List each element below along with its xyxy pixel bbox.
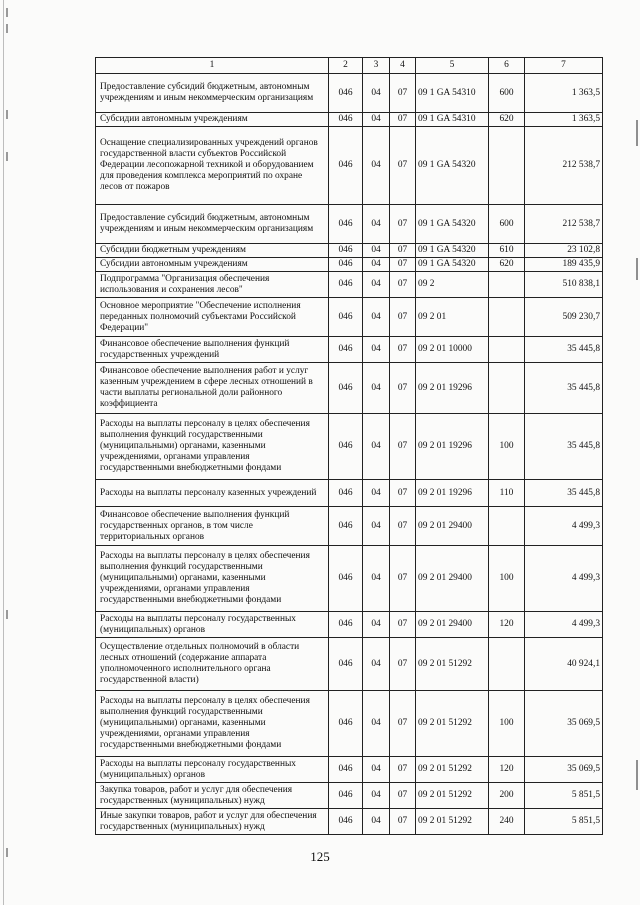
row-target-code: 09 2 01 10000 (416, 337, 489, 363)
row-subsection-code: 07 (390, 638, 416, 691)
row-target-code: 09 2 01 19296 (416, 363, 489, 414)
header-cell: 4 (390, 58, 416, 74)
row-ministry-code: 046 (329, 337, 363, 363)
row-name: Субсидии бюджетным учреждениям (96, 244, 329, 258)
row-section-code: 04 (363, 205, 390, 244)
row-ministry-code: 046 (329, 546, 363, 612)
row-section-code: 04 (363, 691, 390, 757)
row-ministry-code: 046 (329, 205, 363, 244)
row-name: Финансовое обеспечение выполнения функций государственных учреждений (96, 337, 329, 363)
row-expense-type-code: 620 (489, 113, 525, 127)
row-expense-type-code (489, 363, 525, 414)
row-name: Субсидии автономным учреждениям (96, 258, 329, 272)
row-name: Расходы на выплаты персоналу в целях обеспечения выполнения функций государственными (муниципальными) органами, казенными учреждениями, органами управления государственными внебюджетными фондами (96, 414, 329, 480)
row-target-code: 09 2 01 51292 (416, 638, 489, 691)
row-name: Финансовое обеспечение выполнения работ и услуг казенным учреждением в сфере лесных отношений в части выплаты региональной доли районного коэффициента (96, 363, 329, 414)
row-name: Расходы на выплаты персоналу государственных (муниципальных) органов (96, 612, 329, 638)
row-expense-type-code (489, 127, 525, 205)
row-subsection-code: 07 (390, 546, 416, 612)
row-expense-type-code (489, 507, 525, 546)
row-ministry-code: 046 (329, 363, 363, 414)
header-cell: 1 (96, 58, 329, 74)
row-target-code: 09 1 GA 54320 (416, 244, 489, 258)
row-target-code: 09 2 01 51292 (416, 757, 489, 783)
row-amount: 189 435,9 (525, 258, 603, 272)
row-ministry-code: 046 (329, 74, 363, 113)
table-row (96, 612, 603, 638)
row-target-code: 09 2 (416, 272, 489, 298)
header-cell: 3 (363, 58, 390, 74)
scan-mark (6, 610, 8, 619)
row-subsection-code: 07 (390, 298, 416, 337)
row-target-code: 09 2 01 (416, 298, 489, 337)
row-subsection-code: 07 (390, 244, 416, 258)
row-amount: 35 445,8 (525, 363, 603, 414)
row-name: Предоставление субсидий бюджетным, автономным учреждениям и иным некоммерческим организациям (96, 205, 329, 244)
header-cell: 6 (489, 58, 525, 74)
row-expense-type-code: 620 (489, 258, 525, 272)
row-section-code: 04 (363, 113, 390, 127)
table-row (96, 337, 603, 363)
row-expense-type-code (489, 638, 525, 691)
row-name: Субсидии автономным учреждениям (96, 113, 329, 127)
row-expense-type-code: 100 (489, 691, 525, 757)
row-subsection-code: 07 (390, 363, 416, 414)
row-target-code: 09 2 01 51292 (416, 809, 489, 835)
table-row (96, 507, 603, 546)
row-expense-type-code: 600 (489, 74, 525, 113)
row-ministry-code: 046 (329, 638, 363, 691)
row-section-code: 04 (363, 612, 390, 638)
row-name: Основное мероприятие "Обеспечение исполнения переданных полномочий субъектами Российской Федерации" (96, 298, 329, 337)
row-expense-type-code: 110 (489, 480, 525, 507)
row-target-code: 09 2 01 29400 (416, 546, 489, 612)
budget-table (95, 57, 603, 835)
row-name: Финансовое обеспечение выполнения функций государственных органов, в том числе территориальных органов (96, 507, 329, 546)
row-target-code: 09 2 01 51292 (416, 783, 489, 809)
table-row (96, 783, 603, 809)
row-amount: 212 538,7 (525, 127, 603, 205)
row-ministry-code: 046 (329, 612, 363, 638)
scan-mark (636, 258, 638, 280)
row-subsection-code: 07 (390, 414, 416, 480)
row-ministry-code: 046 (329, 298, 363, 337)
scan-mark (636, 120, 638, 146)
row-amount: 35 069,5 (525, 757, 603, 783)
table-row (96, 414, 603, 480)
row-section-code: 04 (363, 507, 390, 546)
row-amount: 4 499,3 (525, 546, 603, 612)
header-cell: 7 (525, 58, 603, 74)
row-expense-type-code: 240 (489, 809, 525, 835)
row-section-code: 04 (363, 337, 390, 363)
row-target-code: 09 1 GA 54310 (416, 113, 489, 127)
row-amount: 1 363,5 (525, 113, 603, 127)
row-target-code: 09 1 GA 54320 (416, 127, 489, 205)
row-ministry-code: 046 (329, 258, 363, 272)
row-target-code: 09 2 01 19296 (416, 480, 489, 507)
row-expense-type-code: 100 (489, 414, 525, 480)
row-name: Подпрограмма "Организация обеспечения использования и сохранения лесов" (96, 272, 329, 298)
row-subsection-code: 07 (390, 272, 416, 298)
row-subsection-code: 07 (390, 757, 416, 783)
table-row (96, 272, 603, 298)
row-amount: 35 445,8 (525, 414, 603, 480)
table-row (96, 480, 603, 507)
row-section-code: 04 (363, 258, 390, 272)
header-cell: 5 (416, 58, 489, 74)
table-row (96, 809, 603, 835)
row-amount: 509 230,7 (525, 298, 603, 337)
row-ministry-code: 046 (329, 127, 363, 205)
table-row (96, 258, 603, 272)
row-name: Расходы на выплаты персоналу государственных (муниципальных) органов (96, 757, 329, 783)
row-name: Осуществление отдельных полномочий в области лесных отношений (содержание аппарата уполномоченного исполнительного органа государственной власти) (96, 638, 329, 691)
row-subsection-code: 07 (390, 809, 416, 835)
row-subsection-code: 07 (390, 612, 416, 638)
row-amount: 510 838,1 (525, 272, 603, 298)
row-name: Оснащение специализированных учреждений органов государственной власти субъектов Российской Федерации лесопожарной техникой и оборудованием для проведения комплекса мероприятий по охране лесов от пожаров (96, 127, 329, 205)
scan-mark (636, 760, 638, 790)
row-target-code: 09 1 GA 54310 (416, 74, 489, 113)
row-amount: 35 445,8 (525, 480, 603, 507)
table-row (96, 74, 603, 113)
row-target-code: 09 1 GA 54320 (416, 205, 489, 244)
row-ministry-code: 046 (329, 757, 363, 783)
table-row (96, 205, 603, 244)
row-section-code: 04 (363, 809, 390, 835)
row-ministry-code: 046 (329, 244, 363, 258)
row-expense-type-code: 120 (489, 612, 525, 638)
row-amount: 5 851,5 (525, 809, 603, 835)
row-ministry-code: 046 (329, 272, 363, 298)
scan-mark (6, 24, 8, 33)
row-subsection-code: 07 (390, 74, 416, 113)
row-section-code: 04 (363, 480, 390, 507)
row-subsection-code: 07 (390, 783, 416, 809)
row-name: Закупка товаров, работ и услуг для обеспечения государственных (муниципальных) нужд (96, 783, 329, 809)
scan-edge-line (3, 0, 4, 905)
row-amount: 4 499,3 (525, 612, 603, 638)
row-ministry-code: 046 (329, 783, 363, 809)
row-section-code: 04 (363, 74, 390, 113)
row-section-code: 04 (363, 272, 390, 298)
row-amount: 5 851,5 (525, 783, 603, 809)
row-target-code: 09 2 01 19296 (416, 414, 489, 480)
row-section-code: 04 (363, 127, 390, 205)
row-section-code: 04 (363, 298, 390, 337)
header-cell: 2 (329, 58, 363, 74)
table-row (96, 546, 603, 612)
table-row (96, 127, 603, 205)
row-target-code: 09 2 01 51292 (416, 691, 489, 757)
row-subsection-code: 07 (390, 480, 416, 507)
row-name: Расходы на выплаты персоналу казенных учреждений (96, 480, 329, 507)
row-ministry-code: 046 (329, 809, 363, 835)
row-expense-type-code (489, 272, 525, 298)
row-subsection-code: 07 (390, 205, 416, 244)
page-number: 125 (310, 849, 330, 864)
row-name: Иные закупки товаров, работ и услуг для обеспечения государственных (муниципальных) нужд (96, 809, 329, 835)
table-body (96, 58, 603, 835)
row-subsection-code: 07 (390, 691, 416, 757)
row-name: Расходы на выплаты персоналу в целях обеспечения выполнения функций государственными (муниципальными) органами, казенными учреждениями, органами управления государственными внебюджетными фондами (96, 546, 329, 612)
row-name: Расходы на выплаты персоналу в целях обеспечения выполнения функций государственными (муниципальными) органами, казенными учреждениями, органами управления государственными внебюджетными фондами (96, 691, 329, 757)
table-row (96, 298, 603, 337)
table-row (96, 638, 603, 691)
row-target-code: 09 1 GA 54320 (416, 258, 489, 272)
row-section-code: 04 (363, 783, 390, 809)
row-amount: 35 069,5 (525, 691, 603, 757)
row-amount: 1 363,5 (525, 74, 603, 113)
scan-mark (6, 8, 8, 17)
row-target-code: 09 2 01 29400 (416, 507, 489, 546)
row-section-code: 04 (363, 244, 390, 258)
row-expense-type-code: 600 (489, 205, 525, 244)
row-amount: 4 499,3 (525, 507, 603, 546)
row-section-code: 04 (363, 638, 390, 691)
row-subsection-code: 07 (390, 337, 416, 363)
scan-mark (6, 152, 8, 161)
row-section-code: 04 (363, 546, 390, 612)
row-amount: 35 445,8 (525, 337, 603, 363)
row-subsection-code: 07 (390, 507, 416, 546)
scan-mark (6, 110, 8, 119)
row-ministry-code: 046 (329, 480, 363, 507)
row-amount: 23 102,8 (525, 244, 603, 258)
row-section-code: 04 (363, 363, 390, 414)
row-ministry-code: 046 (329, 113, 363, 127)
row-subsection-code: 07 (390, 127, 416, 205)
table-row (96, 757, 603, 783)
row-expense-type-code (489, 298, 525, 337)
table-row (96, 363, 603, 414)
table-row (96, 244, 603, 258)
row-section-code: 04 (363, 414, 390, 480)
row-ministry-code: 046 (329, 414, 363, 480)
row-expense-type-code: 200 (489, 783, 525, 809)
table-row (96, 113, 603, 127)
row-ministry-code: 046 (329, 691, 363, 757)
row-amount: 212 538,7 (525, 205, 603, 244)
row-expense-type-code: 120 (489, 757, 525, 783)
row-expense-type-code: 100 (489, 546, 525, 612)
row-name: Предоставление субсидий бюджетным, автономным учреждениям и иным некоммерческим организациям (96, 74, 329, 113)
row-subsection-code: 07 (390, 258, 416, 272)
row-subsection-code: 07 (390, 113, 416, 127)
table-header-row (96, 58, 603, 74)
row-section-code: 04 (363, 757, 390, 783)
row-target-code: 09 2 01 29400 (416, 612, 489, 638)
row-expense-type-code (489, 337, 525, 363)
row-ministry-code: 046 (329, 507, 363, 546)
row-expense-type-code: 610 (489, 244, 525, 258)
table-row (96, 691, 603, 757)
row-amount: 40 924,1 (525, 638, 603, 691)
